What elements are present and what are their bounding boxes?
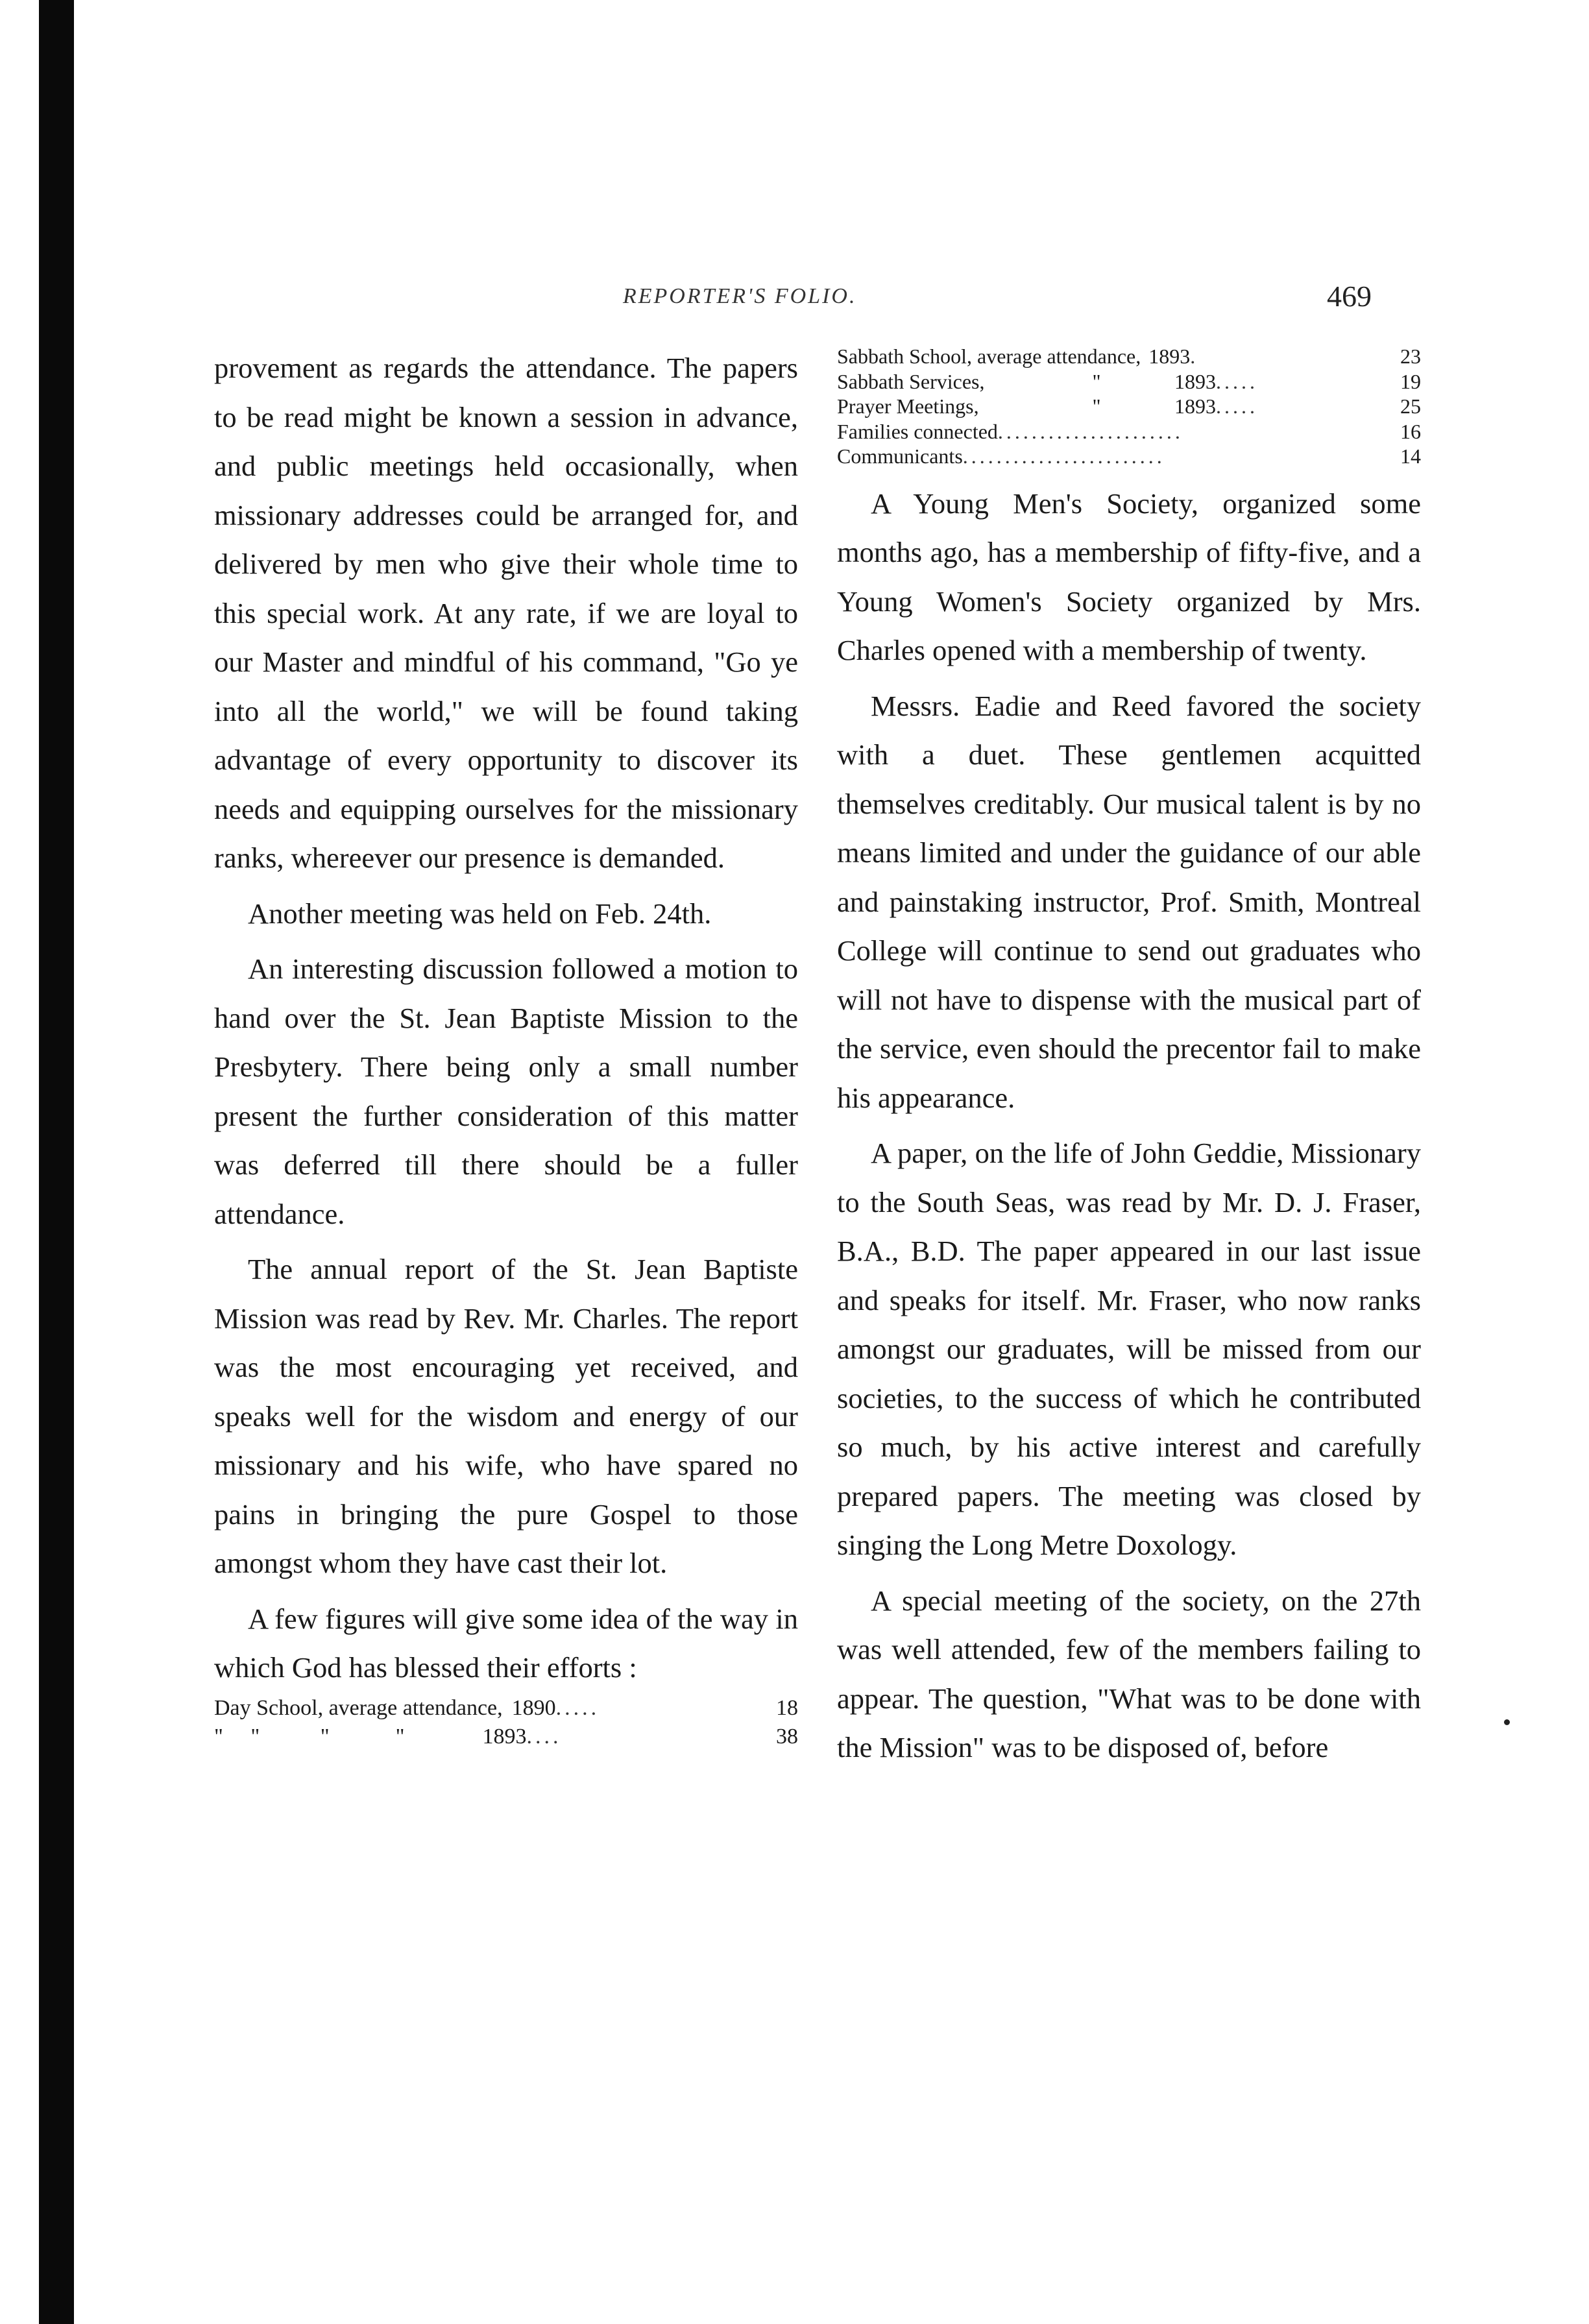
paragraph: An interesting discussion followed a motion to hand over the St. Jean Baptiste Mission to the Presbytery. There being only a small number present the further consideration of this matter was deferred till there should be a fuller attendance. bbox=[214, 952, 798, 1230]
stat-row bbox=[837, 394, 1421, 419]
stat-label: Day School, average attendance, bbox=[214, 1695, 503, 1720]
stat-label: Sabbath Services, bbox=[837, 369, 985, 393]
stat-leader: ..... bbox=[1216, 394, 1258, 418]
stat-leader: ........................ bbox=[962, 444, 1165, 468]
stat-label: Prayer Meetings, bbox=[837, 394, 979, 418]
day-school-stats bbox=[214, 1694, 798, 1751]
stat-ditto: " bbox=[1092, 394, 1101, 418]
stat-label: Communicants bbox=[837, 444, 963, 468]
binding-spine bbox=[39, 0, 74, 2324]
stat-value: 19 bbox=[1400, 369, 1421, 393]
paragraph: A special meeting of the society, on the 27th was well attended, few of the members failing to appear. The question, "What was to be done with the Mission" was to be disposed of, before bbox=[837, 1584, 1421, 1763]
paragraph: The annual report of the St. Jean Baptiste Mission was read by Rev. Mr. Charles. The report was the most encouraging yet received, and speaks well for the wisdom and energy of our missionary and his wife, who have spared no pains in bringing the pure Gospel to those amongst whom they have cast their lot. bbox=[214, 1253, 798, 1579]
stat-value: 38 bbox=[776, 1724, 798, 1749]
stat-label: Families connected bbox=[837, 419, 998, 443]
stat-label: Sabbath School, average attendance, bbox=[837, 345, 1141, 368]
stat-year: 1893 bbox=[1174, 369, 1216, 393]
running-head: REPORTER'S FOLIO. bbox=[623, 284, 857, 308]
left-column bbox=[214, 344, 798, 1761]
paragraph: Messrs. Eadie and Reed favored the society with a duet. These gentlemen acquitted themselves creditably. Our musical talent is by no means limited and under the guidance of our able and painstaking instructor, Prof. Smith, Montreal College will continue to send out graduates who will not have to dispense with the musical part of the service, even should the precentor fail to make his appearance. bbox=[837, 689, 1421, 1114]
stat-ditto: " bbox=[1092, 369, 1101, 393]
stat-value: 25 bbox=[1400, 394, 1421, 418]
stat-row bbox=[214, 1694, 798, 1723]
paragraph: Another meeting was held on Feb. 24th. bbox=[248, 897, 712, 930]
paragraph: A few figures will give some idea of the way in which God has blessed their efforts : bbox=[214, 1602, 798, 1684]
stat-leader: .... bbox=[526, 1724, 562, 1749]
stat-row bbox=[837, 369, 1421, 394]
stat-year: 1893 bbox=[1174, 394, 1216, 418]
page-number: 469 bbox=[1327, 280, 1372, 313]
stat-year: 1893 bbox=[1148, 345, 1191, 368]
paragraph: provement as regards the attendance. The papers to be read might be known a session in advance, and public meetings held occasionally, when missionary addresses could be arranged for, and delivered by men who give their whole time to this special work. At any rate, if we are loyal to our Master and mindful of his command, "Go ye into all the world," we will be found taking advantage of every opportunity to discover its needs and equipping ourselves for the missionary ranks, whereever our presence is demanded. bbox=[214, 352, 798, 874]
stat-year: 1890 bbox=[511, 1695, 556, 1720]
stat-value: 14 bbox=[1400, 444, 1421, 468]
stat-leader: ..... bbox=[1216, 369, 1258, 393]
stat-year: 1893 bbox=[482, 1724, 527, 1749]
stat-leader: ..... bbox=[555, 1695, 600, 1720]
sabbath-stats bbox=[837, 344, 1421, 469]
stat-row bbox=[837, 444, 1421, 469]
stat-row bbox=[837, 419, 1421, 444]
stat-leader: . bbox=[1190, 345, 1199, 368]
stat-value: 23 bbox=[1400, 345, 1421, 368]
paragraph: A Young Men's Society, organized some months ago, has a membership of fifty-five, and a Young Women's Society organized by Mrs. Charles opened with a membership of twenty. bbox=[837, 487, 1421, 666]
stat-label: " " " " bbox=[214, 1724, 405, 1749]
paragraph: A paper, on the life of John Geddie, Missionary to the South Seas, was read by Mr. D. J. Fraser, B.A., B.D. The paper appeared in our last issue and speaks for itself. Mr. Fraser, who now ranks amongst our graduates, will be missed from our societies, to the success of which he contributed so much, by his active interest and carefully prepared papers. The meeting was closed by singing the Long Metre Doxology. bbox=[837, 1137, 1421, 1561]
ink-speck bbox=[1504, 1719, 1510, 1725]
stat-row bbox=[837, 344, 1421, 369]
stat-row bbox=[214, 1723, 798, 1751]
stat-value: 18 bbox=[776, 1695, 798, 1720]
stat-value: 16 bbox=[1400, 419, 1421, 443]
right-column bbox=[837, 344, 1421, 1779]
stat-leader: ...................... bbox=[997, 419, 1183, 443]
